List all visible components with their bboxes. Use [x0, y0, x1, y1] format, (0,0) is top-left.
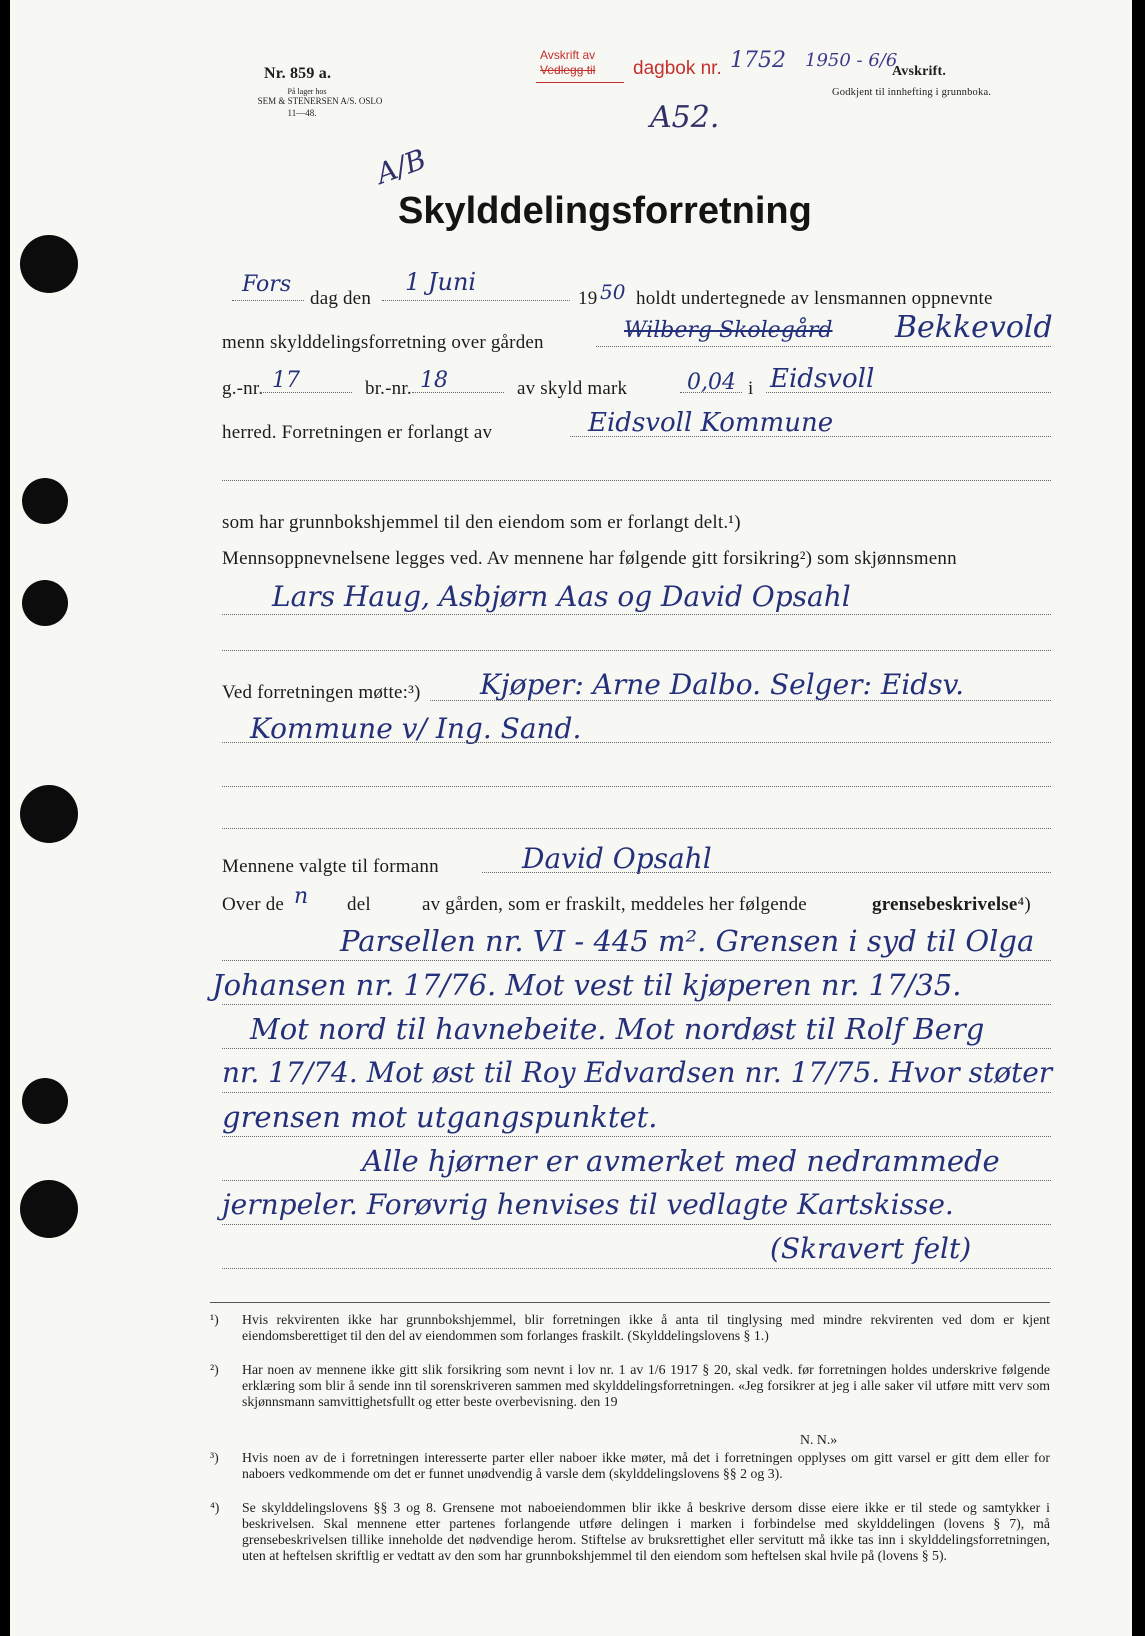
dotted-line: [222, 742, 1051, 743]
dotted-line: [222, 1268, 1051, 1269]
footnote-text: Hvis rekvirenten ikke har grunnbokshjemmel, blir forretningen ikke å anta til tinglysing med mindre rekvirenten ved dom er kjent eiendomsberettiget til den del av eiendommen som forlanges fraskilt. (Skylddelingslovens § 1.): [242, 1312, 1050, 1343]
gnr-field: 17: [272, 368, 300, 393]
place-field: Fors: [242, 272, 292, 297]
attendees-line2: Kommune v/ Ing. Sand.: [250, 712, 582, 745]
farm-field: Bekkevold: [895, 310, 1053, 345]
stamp-avskrift-av: Avskrift av: [540, 48, 596, 62]
footnote-number: ³): [210, 1450, 219, 1465]
boundary-line: nr. 17/74. Mot øst til Roy Edvardsen nr. 17/75. Hvor støter: [222, 1056, 1053, 1089]
dotted-line: [766, 392, 1051, 393]
boundary-line: jernpeler. Forøvrig henvises til vedlagte Kartskisse.: [222, 1188, 954, 1221]
dotted-line: [222, 1136, 1051, 1137]
stamp-vedlegg-til: Vedlegg til: [540, 63, 596, 77]
footnote-text: Har noen av mennene ikke gitt slik forsikring som nevnt i lov nr. 1 av 1/6 1917 § 20, skal vedk. før forretningen holdes underskrive følgende erklæring som blir å sende inn til sorenskriveren sammen med skylddelingsforretningen. «Jeg forsikrer at jeg i alle saker vil utføre mitt verv som skjønnsmann samvittighetsfullt og etter beste overbevisning. den 19: [242, 1362, 1050, 1409]
dagbok-year: 1950 - 6/6: [805, 50, 898, 71]
page-title: Skylddelingsforretning: [398, 190, 812, 232]
dotted-line: [222, 1224, 1051, 1225]
label-gnr: g.-nr.: [222, 378, 264, 399]
label-mote: Ved forretningen møtte:³): [222, 682, 421, 703]
boundary-line: Parsellen nr. VI - 445 m². Grensen i syd til Olga: [340, 924, 1035, 958]
dotted-line: [430, 700, 1051, 701]
boundary-line: (Skravert felt): [770, 1232, 972, 1265]
avskrift-label: Avskrift.: [892, 64, 947, 79]
label-garden: av gården, som er fraskilt, meddeles her følgende: [422, 894, 807, 915]
handwritten-initials: A/B: [371, 142, 431, 191]
footnote: [210, 1362, 1050, 1410]
dotted-line: [222, 828, 1051, 829]
over-de-field: n: [294, 884, 309, 909]
footnote-divider: [210, 1302, 1050, 1303]
date-field: 1 Juni: [405, 268, 477, 296]
year-field: 50: [600, 280, 626, 304]
stamp-underline: [536, 82, 624, 83]
boundary-line: Alle hjørner er avmerket med nedrammede: [362, 1144, 1000, 1178]
footnote-number: ¹): [210, 1312, 219, 1327]
punch-hole-icon: [22, 1078, 68, 1124]
label-i: i: [748, 378, 754, 399]
grense-sup: ⁴): [1017, 894, 1031, 915]
farm-struck: Wilberg Skolegård: [624, 318, 833, 343]
dotted-line: [382, 300, 570, 301]
chairman-field: David Opsahl: [522, 842, 712, 875]
avskrift-note: Godkjent til innhefting i grunnboka.: [832, 87, 992, 98]
punch-hole-icon: [20, 235, 78, 293]
label-menns: Mennsoppnevnelsene legges ved. Av mennene har følgende gitt forsikring²) som skjønnsmenn: [222, 548, 957, 569]
punch-hole-icon: [22, 580, 68, 626]
grense-bold: grensebeskrivelse: [872, 894, 1018, 915]
dotted-line: [570, 436, 1051, 437]
punch-hole-icon: [22, 478, 68, 524]
boundary-line: grensen mot utgangspunktet.: [222, 1100, 658, 1134]
label-dag-den: dag den: [310, 288, 372, 309]
label-skyld: av skyld mark: [517, 378, 628, 399]
label-herred: herred. Forretningen er forlangt av: [222, 422, 493, 443]
label-menn: menn skylddelingsforretning over gården: [222, 332, 544, 353]
footnote-text: Hvis noen av de i forretningen interesserte parter eller naboer ikke møter, må det i forretningen opplyses om gitt varsel er gitt dem eller for naboers vedkommende om det er funnet unødvendig å varsle dem (skylddelingslovens §§ 2 og 3).: [242, 1450, 1050, 1481]
footnote-number: ²): [210, 1362, 219, 1377]
dotted-line: [482, 872, 1051, 873]
footnote-number: ⁴): [210, 1500, 220, 1515]
requester-field: Eidsvoll Kommune: [588, 408, 834, 438]
dagbok-number: 1752: [730, 48, 786, 73]
dotted-line: [260, 392, 352, 393]
handwritten-ref: A52.: [650, 100, 720, 135]
stock-line: På lager hos: [287, 87, 327, 96]
form-number: Nr. 859 a.: [264, 65, 332, 82]
dotted-line: [222, 786, 1051, 787]
stock-line: 11—48.: [287, 108, 317, 118]
skyld-field: 0,04: [687, 370, 736, 395]
label-del: del: [347, 894, 371, 915]
label-brnr: br.-nr.: [365, 378, 412, 399]
label-holdt: holdt undertegnede av lensmannen oppnevnte: [636, 288, 993, 309]
dotted-line: [222, 614, 1051, 615]
stock-line: SEM & STENERSEN A/S. OSLO: [257, 96, 383, 106]
label-over-de: Over de: [222, 894, 285, 915]
dotted-line: [680, 392, 742, 393]
dotted-line: [232, 300, 304, 301]
year-prefix: 19: [578, 288, 598, 309]
stamp-dagbok-label: dagbok nr.: [633, 58, 722, 79]
dotted-line: [222, 1048, 1051, 1049]
dotted-line: [222, 1092, 1051, 1093]
dotted-line: [222, 1004, 1051, 1005]
boundary-line: Johansen nr. 17/76. Mot vest til kjøperen nr. 17/35.: [212, 968, 962, 1002]
dotted-line: [412, 392, 504, 393]
brnr-field: 18: [420, 368, 448, 393]
dotted-line: [222, 480, 1051, 481]
footnote: [210, 1500, 1050, 1564]
footnote: [210, 1432, 1050, 1448]
dotted-line: [222, 960, 1051, 961]
dotted-line: [222, 650, 1051, 651]
footnote-text: N. N.»: [800, 1432, 838, 1447]
punch-hole-icon: [20, 1180, 78, 1238]
footnote: [210, 1450, 1050, 1482]
dotted-line: [222, 1180, 1051, 1181]
label-grensebeskrivelse: [872, 894, 1031, 916]
label-formann: Mennene valgte til formann: [222, 856, 439, 877]
attendees-line1: Kjøper: Arne Dalbo. Selger: Eidsv.: [480, 668, 964, 701]
punch-hole-icon: [20, 785, 78, 843]
municipality-field: Eidsvoll: [770, 364, 875, 394]
label-grunnbok: som har grunnbokshjemmel til den eiendom som er forlangt delt.¹): [222, 512, 741, 533]
document-sheet: [10, 0, 1132, 1636]
footnote-text: Se skylddelingslovens §§ 3 og 8. Grensene mot naboeiendommen blir ikke å beskrive dersom disse eiere ikke er til stede og samtykker i beskrivelsen. Skal mennene etter partenes forlangende utføre delingen i marken i forbindelse med skylddelingen (lovens § 7), må grensebeskrivelsen tillike inneholde det nødvendige herom. Stiftelse av bruksrettighet eller servitutt må ikke tas inn i skylddelingsforretningen, uten at heftelsen skriftlig er vedtatt av den som har grunnbokshjemmel til den eiendom som heftelsen skal hvile på (lovens § 5).: [242, 1500, 1050, 1563]
footnote: [210, 1312, 1050, 1344]
boundary-line: Mot nord til havnebeite. Mot nordøst til Rolf Berg: [250, 1012, 985, 1046]
dotted-line: [596, 346, 1051, 347]
assessors-field: Lars Haug, Asbjørn Aas og David Opsahl: [272, 580, 851, 613]
